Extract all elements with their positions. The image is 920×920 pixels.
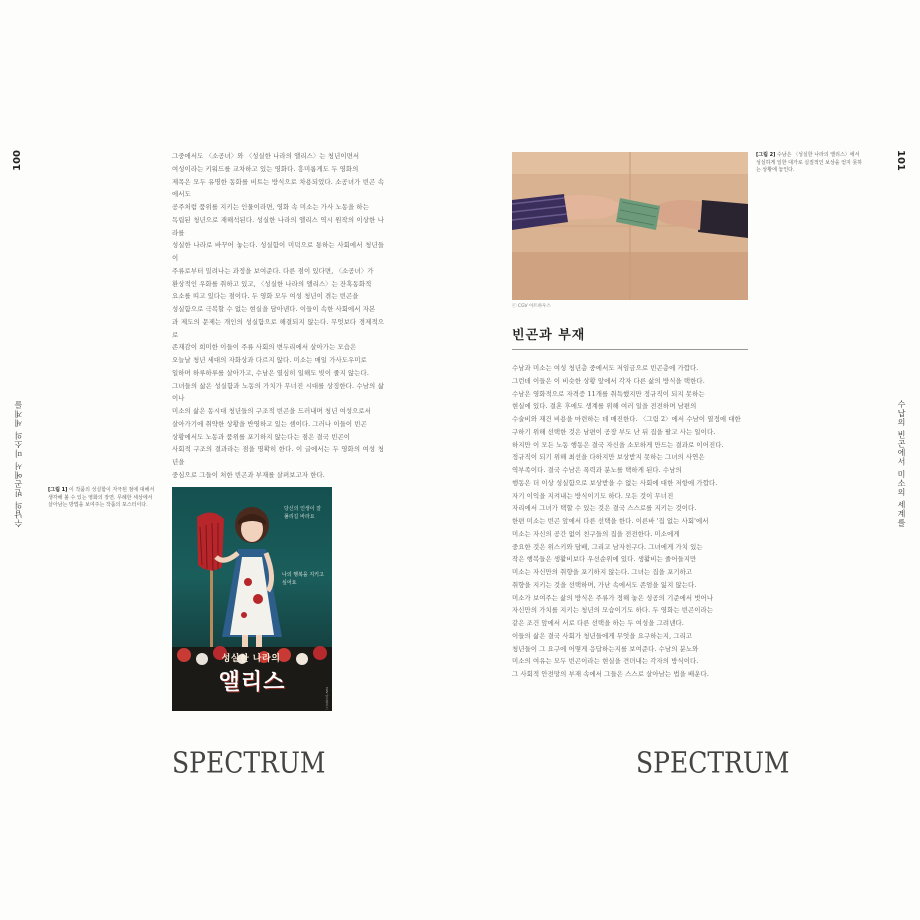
right-running-head: 수납의 빈곤에서 미소의 세계를 — [897, 400, 906, 528]
body-line: 자기 이익을 지켜내는 방식이기도 하다. 모든 것이 무너진 — [512, 491, 674, 500]
body-line: 독립된 청년으로 재해석된다. 성실한 나라의 앨리스 역시 원작의 이상한 나라를 — [172, 215, 384, 237]
right-body-text — [512, 362, 748, 681]
body-line: 하지만 이 모든 노동 행동은 결국 자신을 소모하게 만드는 결과로 이어진다. — [512, 440, 724, 449]
body-line: 요소를 띠고 있다는 점이다. 두 영화 모두 여성 청년이 겪는 빈곤을 — [172, 292, 359, 301]
body-line: 일하며 하루하루를 살아가고, 수남은 열심히 일해도 빚이 줄지 않는다. — [172, 368, 369, 377]
caption-tag: [그림 1] — [48, 487, 68, 493]
body-line: 그 사회적 안전망의 부재 속에서 그들은 스스로 살아남는 법을 배운다. — [512, 670, 709, 678]
body-line: 미소가 보여주는 삶의 방식은 주류가 정해 놓은 성공의 기준에서 벗어나 — [512, 593, 714, 602]
body-line: 여성이라는 키워드를 교차하고 있는 영화다. 흥미롭게도 두 영화의 — [172, 164, 359, 173]
body-line: 과 제도의 문제는 개인의 성실함으로 해결되지 않는다. 무엇보다 경제적으로 — [172, 317, 384, 339]
body-line: 수남과 미소는 여성 청년층 중에서도 저임금으로 빈곤층에 가깝다. — [512, 364, 699, 372]
body-line: 주류로부터 밀려나는 과정을 보여준다. 다른 점이 있다면, 〈소공녀〉가 — [172, 266, 374, 275]
body-line: 작은 행복들은 생활비보다 우선순위에 있다. 생활비는 줄어들지만 — [512, 555, 697, 564]
body-line: 그런데 이들은 이 비슷한 상황 앞에서 각자 다른 삶의 방식을 택한다. — [512, 376, 705, 385]
poster-tagline: 당신의 인생이 잘 풀리길 바라요 — [284, 506, 321, 520]
body-line: 중심으로 그들이 처한 빈곤과 부재를 살펴보고자 한다. — [172, 470, 325, 479]
body-line: 수남은 영화적으로 자격증 11개를 취득했지만 정규직이 되지 못하는 — [512, 389, 705, 398]
body-line: 정규직이 되기 위해 최선을 다하지만 보상받지 못하는 그녀의 사연은 — [512, 453, 705, 462]
body-line: 이들의 삶은 결국 사회가 청년들에게 무엇을 요구하는지, 그리고 — [512, 631, 693, 640]
right-figure-caption — [756, 152, 864, 175]
body-line: 미소의 여유는 모두 빈곤이라는 현실을 견뎌내는 각자의 방식이다. — [512, 657, 699, 666]
body-line: 중요한 것은 위스키와 담배, 그리고 남자친구다. 그녀에게 가치 있는 — [512, 542, 703, 551]
poster-title-large: 앨리스 — [218, 670, 286, 695]
body-line: 성실함으로 극복할 수 없는 현실을 담아낸다. 이들이 속한 사회에서 자본 — [172, 305, 376, 313]
body-line: 같은 조건 앞에서 서로 다른 선택을 하는 두 여성을 그려낸다. — [512, 619, 684, 627]
body-line: 한편 미소는 빈곤 앞에서 다른 선택을 한다. 이른바 '집 없는 사회'에서 — [512, 517, 709, 525]
section-divider — [512, 349, 748, 350]
left-body-text — [172, 150, 384, 482]
body-line: 취향을 지키는 것을 선택하며, 가난 속에서도 존엄을 잃지 않는다. — [512, 580, 697, 589]
body-line: 그녀들의 삶은 성실함과 노동의 가치가 무너진 시대를 상징한다. 수남의 삶이나 — [172, 381, 384, 403]
body-line: 현실에 있다. 결혼 후에도 생계를 위해 여러 일을 전전하며 남편의 — [512, 402, 697, 411]
body-line: 살아가기에 취약한 상황을 반영하고 있는 셈이다. 그러나 이들이 빈곤 — [172, 419, 367, 428]
poster-credit: CGV 아트하우스 — [325, 687, 329, 710]
hands-photo-illustration — [512, 152, 748, 300]
left-page-number: 100 — [12, 150, 23, 171]
body-line: 수술비와 재건 비용을 마련하는 데 매진한다. 〈그림 2〉에서 수남이 열정에 대한 — [512, 415, 741, 423]
caption-text: 수남은 〈성실한 나라의 앨리스〉에서 성실하게 일한 대가로 실질적인 보상을 얻지 못하는 상황에 놓인다. — [756, 152, 863, 173]
poster-title-small: 성실한 나라의 — [221, 654, 281, 664]
body-line: 사회적 구조의 결과라는 점을 명확히 한다. 이 글에서는 두 영화의 여성 청년을 — [172, 445, 384, 466]
body-line: 미소의 삶은 동시대 청년들의 구조적 빈곤을 드러내며 청년 여성으로서 — [172, 407, 371, 415]
body-line: 청년들이 그 요구에 어떻게 응답하는지를 보여준다. 수남의 분노와 — [512, 644, 699, 653]
hands-exchange-photo — [512, 152, 748, 300]
spectrum-logo-left: SPECTRUM — [172, 745, 326, 780]
caption-tag: [그림 2] — [756, 152, 776, 158]
body-line: 공주처럼 품위를 지키는 인물이라면, 영화 속 미소는 가사 노동을 하는 — [172, 203, 369, 211]
poster-tagline-second: 나의 행복을 지키고 싶어요 — [282, 572, 324, 586]
body-line: 환상적인 우화를 취하고 있고, 〈성실한 나라의 앨리스〉는 잔혹동화적 — [172, 279, 372, 288]
body-line: 상황에서도 노동과 품위를 포기하지 않는다는 점은 결국 빈곤이 — [172, 432, 351, 441]
caption-text: 이 작품의 성실함이 자극된 점에 대해서 생각해 볼 수 있는 영화의 장면. 무례한 세상에서 살아남는 방법을 보여주는 작품의 포스터이다. — [48, 487, 155, 508]
right-page-number: 101 — [895, 150, 906, 171]
body-line: 역부족이다. 결국 수남은 폭력과 분노를 택하게 된다. 수남의 — [512, 466, 682, 474]
left-running-head: 수납의 빈곤에서 미소의 세계를 — [14, 400, 23, 528]
body-line: 자리에서 그녀가 택할 수 있는 것은 결국 스스로를 지키는 것이다. — [512, 504, 697, 513]
photo-credit: ⓒ CGV 아트하우스 — [512, 304, 551, 309]
body-line: 자신만의 가치를 지키는 청년의 모습이기도 하다. 두 영화는 빈곤이라는 — [512, 606, 714, 615]
left-figure-caption — [48, 487, 156, 510]
movie-poster — [172, 487, 332, 711]
body-line: 존재감이 희미한 이들이 주류 사회의 변두리에서 살아가는 모습은 — [172, 343, 357, 352]
body-line: 성실한 나라로 바꾸어 놓는다. 성실함이 미덕으로 통하는 사회에서 청년들이 — [172, 241, 384, 262]
body-line: 행동은 더 이상 성실함으로 보상받을 수 없는 사회에 대한 저항에 가깝다. — [512, 478, 718, 487]
body-line: 제목은 모두 유명한 동화를 비트는 방식으로 차용되었다. 소공녀가 빈곤 속에서도 — [172, 177, 384, 199]
body-line: 구하기 위해 선택한 것은 남편이 공장 부도 난 뒤 집을 팔고 사는 일이다. — [512, 427, 716, 436]
section-title: 빈곤과 부재 — [512, 328, 586, 343]
body-line: 미소는 자신만의 취향을 포기하지 않는다. 그녀는 집을 포기하고 — [512, 568, 693, 576]
body-line: 오늘날 청년 세대의 자화상과 다르지 않다. 미소는 매일 가사도우미로 — [172, 356, 367, 364]
body-line: 미소는 자신의 공간 없이 친구들의 집을 전전한다. 미소에게 — [512, 529, 680, 538]
spectrum-logo-right: SPECTRUM — [636, 745, 790, 780]
body-line: 그중에서도 〈소공녀〉와 〈성실한 나라의 앨리스〉는 청년이면서 — [172, 152, 360, 160]
